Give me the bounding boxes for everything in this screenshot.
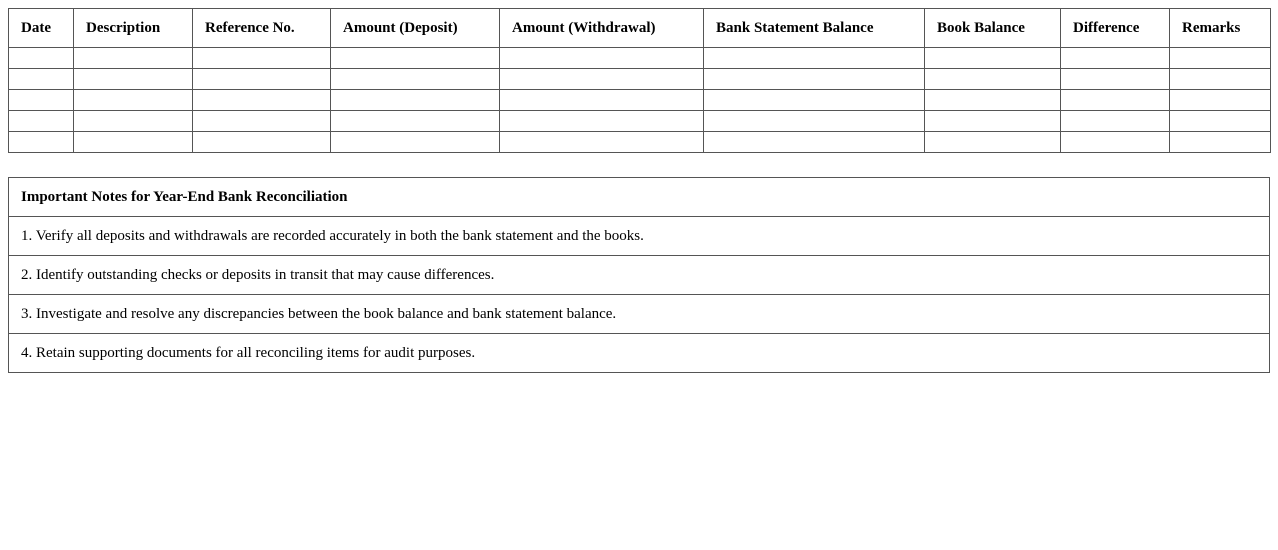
table-cell[interactable]	[925, 111, 1061, 132]
note-item: 2. Identify outstanding checks or deposits in transit that may cause differences.	[9, 256, 1270, 295]
table-cell[interactable]	[704, 90, 925, 111]
table-cell[interactable]	[74, 132, 193, 153]
table-cell[interactable]	[925, 90, 1061, 111]
table-cell[interactable]	[1170, 90, 1271, 111]
note-item: 3. Investigate and resolve any discrepancies between the book balance and bank statement balance.	[9, 295, 1270, 334]
table-cell[interactable]	[1061, 90, 1170, 111]
table-cell[interactable]	[74, 90, 193, 111]
table-row	[9, 48, 1271, 69]
table-cell[interactable]	[925, 132, 1061, 153]
table-cell[interactable]	[193, 111, 331, 132]
table-cell[interactable]	[74, 69, 193, 90]
table-cell[interactable]	[331, 90, 500, 111]
table-cell[interactable]	[704, 69, 925, 90]
table-cell[interactable]	[1170, 48, 1271, 69]
table-cell[interactable]	[9, 48, 74, 69]
table-cell[interactable]	[331, 48, 500, 69]
table-row	[9, 111, 1271, 132]
col-header-deposit: Amount (Deposit)	[331, 9, 500, 48]
table-cell[interactable]	[500, 69, 704, 90]
header-row	[9, 9, 1271, 48]
table-cell[interactable]	[74, 111, 193, 132]
col-header-remarks: Remarks	[1170, 9, 1271, 48]
col-header-withdrawal: Amount (Withdrawal)	[500, 9, 704, 48]
note-item: 1. Verify all deposits and withdrawals are recorded accurately in both the bank statement and the books.	[9, 217, 1270, 256]
table-cell[interactable]	[704, 111, 925, 132]
note-item: 4. Retain supporting documents for all reconciling items for audit purposes.	[9, 334, 1270, 373]
col-header-difference: Difference	[1061, 9, 1170, 48]
table-cell[interactable]	[331, 69, 500, 90]
table-cell[interactable]	[331, 111, 500, 132]
table-cell[interactable]	[9, 132, 74, 153]
reconciliation-table	[8, 8, 1271, 153]
table-cell[interactable]	[74, 48, 193, 69]
col-header-description: Description	[74, 9, 193, 48]
col-header-reference: Reference No.	[193, 9, 331, 48]
table-cell[interactable]	[9, 90, 74, 111]
table-cell[interactable]	[1061, 111, 1170, 132]
table-cell[interactable]	[9, 111, 74, 132]
table-cell[interactable]	[500, 132, 704, 153]
table-row	[9, 132, 1271, 153]
table-cell[interactable]	[193, 90, 331, 111]
table-cell[interactable]	[925, 69, 1061, 90]
table-cell[interactable]	[500, 48, 704, 69]
table-cell[interactable]	[704, 48, 925, 69]
table-row	[9, 90, 1271, 111]
col-header-date: Date	[9, 9, 74, 48]
table-cell[interactable]	[9, 69, 74, 90]
table-cell[interactable]	[500, 90, 704, 111]
col-header-book-balance: Book Balance	[925, 9, 1061, 48]
table-row	[9, 69, 1271, 90]
col-header-bank-balance: Bank Statement Balance	[704, 9, 925, 48]
table-cell[interactable]	[1061, 69, 1170, 90]
table-cell[interactable]	[1170, 69, 1271, 90]
table-cell[interactable]	[193, 69, 331, 90]
table-cell[interactable]	[1061, 48, 1170, 69]
table-cell[interactable]	[500, 111, 704, 132]
table-cell[interactable]	[193, 48, 331, 69]
table-cell[interactable]	[704, 132, 925, 153]
notes-table	[8, 177, 1270, 373]
table-cell[interactable]	[1170, 132, 1271, 153]
table-cell[interactable]	[925, 48, 1061, 69]
table-cell[interactable]	[331, 132, 500, 153]
table-cell[interactable]	[193, 132, 331, 153]
notes-title: Important Notes for Year-End Bank Reconciliation	[9, 178, 1270, 217]
table-cell[interactable]	[1061, 132, 1170, 153]
table-cell[interactable]	[1170, 111, 1271, 132]
